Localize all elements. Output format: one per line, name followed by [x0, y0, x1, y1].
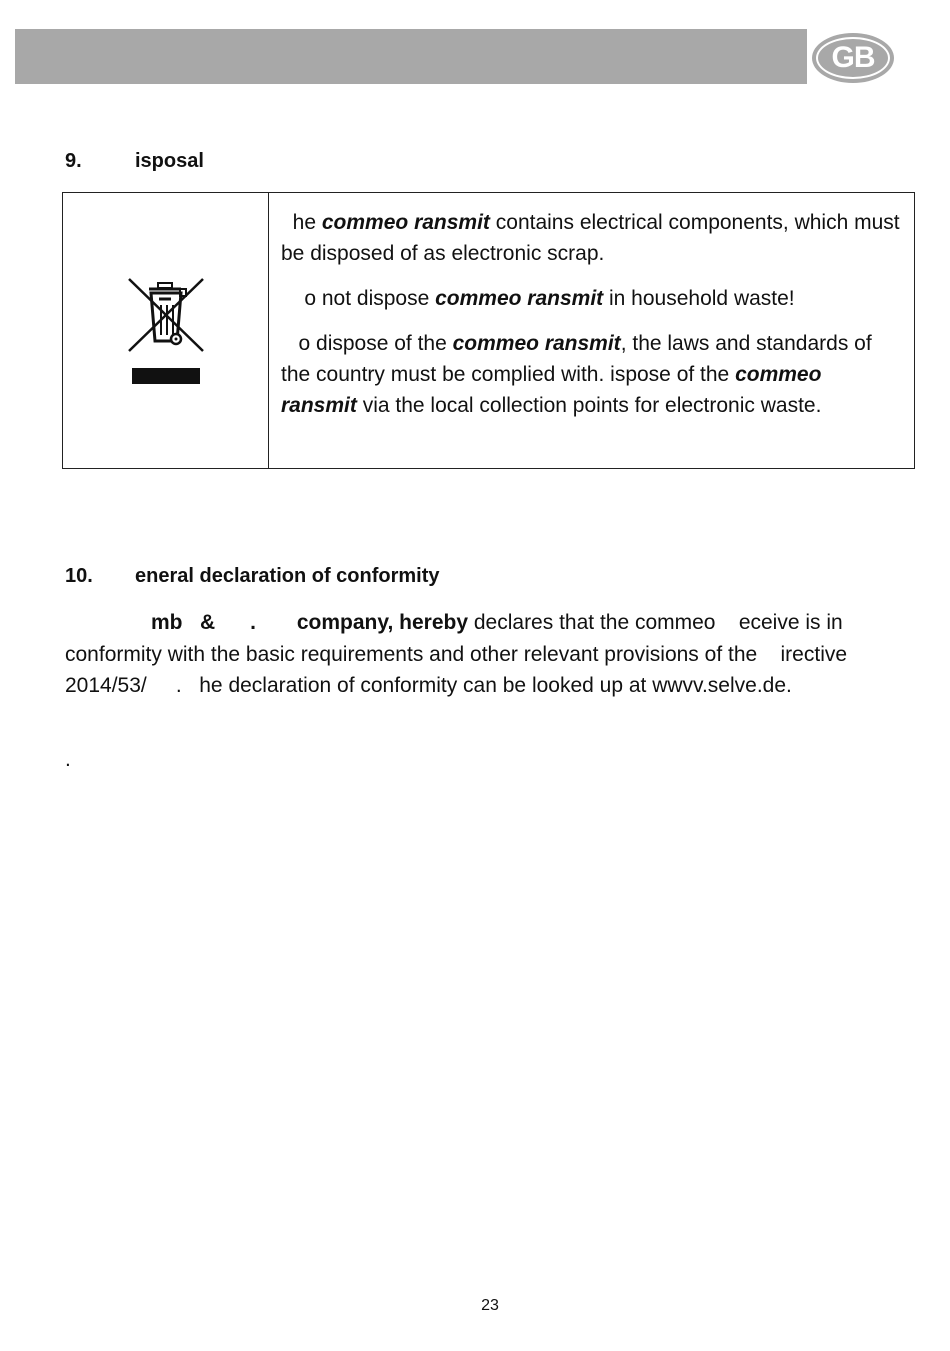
conformity-text: declares that the commeo eceive is in conformity with the basic requirements and other relevant provisions of the irective 2014/53/ . he declaration of conformity can be looked up at wwvv.selve.de.	[65, 611, 853, 697]
p3-product-name-2: commeo ransmit	[281, 363, 822, 417]
header-bar	[15, 29, 807, 84]
disposal-paragraph-1	[281, 207, 902, 269]
language-badge	[812, 33, 894, 83]
section-10-heading	[65, 565, 440, 588]
section-9-title: isposal	[135, 150, 204, 172]
p1-suffix: contains electrical components, which must be disposed of as electronic scrap.	[281, 211, 900, 265]
p2-suffix: in household waste!	[603, 287, 795, 310]
section-9-number: 9.	[65, 150, 82, 172]
disposal-paragraph-3	[281, 328, 902, 421]
language-badge-label: GB	[816, 37, 890, 79]
p1-prefix: he	[292, 211, 322, 234]
section-10-number: 10.	[65, 565, 93, 587]
section-9-heading	[65, 150, 204, 173]
p3-product-name: commeo ransmit	[452, 332, 621, 355]
p2-product-name: commeo ransmit	[435, 287, 604, 310]
disposal-icon-cell	[63, 193, 269, 468]
crossed-out-wheelie-bin-icon	[125, 275, 207, 387]
section-10-title: eneral declaration of conformity	[135, 565, 440, 587]
trailing-dot: .	[65, 748, 71, 771]
p3-suffix: via the local collection points for electronic waste.	[356, 394, 822, 417]
disposal-text-cell	[269, 193, 914, 468]
disposal-paragraph-2	[281, 283, 902, 314]
p2-prefix: o not dispose	[304, 287, 436, 310]
p1-product-name: commeo ransmit	[321, 211, 490, 234]
conformity-paragraph	[65, 607, 895, 702]
p3-mid: , the laws and standards of the country must be complied with. ispose of the	[281, 332, 872, 386]
disposal-table	[62, 192, 915, 469]
p3-prefix: o dispose of the	[298, 332, 453, 355]
page-number: 23	[481, 1297, 499, 1314]
company-name: mb & . company, hereby	[151, 611, 469, 634]
